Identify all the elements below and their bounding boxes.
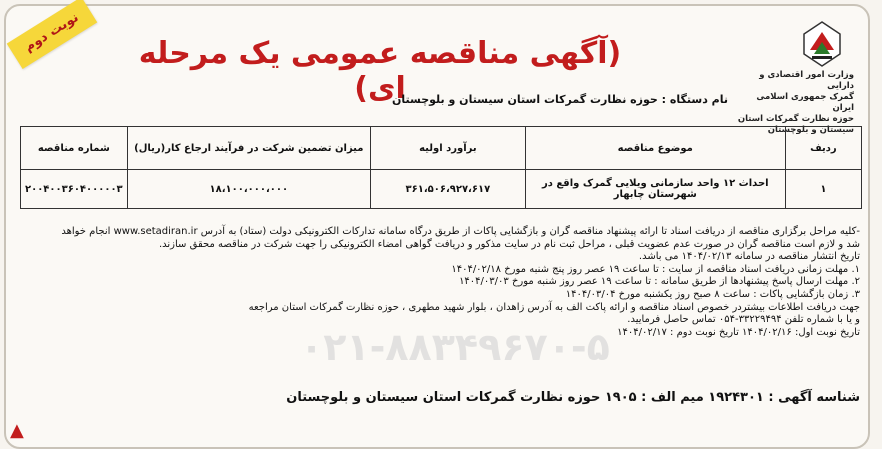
customs-logo-icon — [802, 20, 842, 70]
body-line: شد و لازم است مناقصه گران در صورت عدم عضویت قبلی ، مراحل ثبت نام در سایت مذکور و دریافت گواهی امضاء الکترونیکی را جهت شرکت در مناقصه محقق سازند. — [158, 238, 860, 250]
notice-title: (آگهی مناقصه عمومی یک مرحله ای) — [138, 36, 622, 106]
logo-line-customs: گمرک جمهوری اسلامی ایران — [756, 92, 854, 113]
table-header-row — [21, 127, 862, 170]
body-line: تاریخ انتشار مناقصه در سامانه ۱۴۰۴/۰۲/۱۳ می باشد. — [638, 251, 860, 263]
header-estimate: برآورد اولیه — [370, 127, 525, 170]
header-guarantee: میزان تضمین شرکت در فرآیند ارجاع کار(ریال) — [127, 127, 370, 170]
body-line: ۲. مهلت ارسال پاسخ پیشنهادها از طریق سامانه : تا ساعت ۱۹ عصر روز شنبه مورخ ۱۴۰۴/۰۳/۰۳ — [459, 276, 860, 288]
cell-guarantee: ۱۸،۱۰۰،۰۰۰،۰۰۰ — [127, 170, 370, 209]
cell-estimate: ۳۶۱،۵۰۶،۹۲۷،۶۱۷ — [370, 170, 525, 209]
body-line: تاریخ نوبت اول: ۱۴۰۴/۰۲/۱۶ تاریخ نوبت دوم : ۱۴۰۴/۰۲/۱۷ — [617, 326, 860, 338]
header-tender-number: شماره مناقصه — [21, 127, 128, 170]
agency-line: نام دستگاه : حوزه نظارت گمرکات استان سیستان و بلوچستان — [392, 93, 728, 106]
cell-subject: احداث ۱۲ واحد سازمانی ویلایی گمرک واقع در شهرستان چابهار — [525, 170, 785, 209]
body-line: ۱. مهلت زمانی دریافت اسناد مناقصه از سایت : تا ساعت ۱۹ عصر روز پنج شنبه مورخ ۱۴۰۴/۰۲/۱۸ — [451, 263, 860, 275]
corner-mark-icon: ▲ — [10, 420, 24, 441]
body-line: -کلیه مراحل برگزاری مناقصه از دریافت اسناد تا ارائه پیشنهاد مناقصه گران و بازگشایی پاکات از طریق درگاه سامانه تدارکات الکترونیکی دولت (ستاد) به آدرس www.setadiran.ir انجام خواهد — [61, 226, 860, 237]
second-run-ribbon: نوبت دوم — [7, 0, 98, 69]
logo-line-ministry: وزارت امور اقتصادی و دارایی — [759, 70, 854, 91]
cell-tender-number: ۲۰۰۴۰۰۳۶۰۴۰۰۰۰۰۳ — [21, 170, 128, 209]
body-line: جهت دریافت اطلاعات بیشتردر خصوص اسناد مناقصه و ارائه پاکت الف به آدرس زاهدان ، بلوار شهید مطهری ، حوزه نظارت گمرکات استان مراجعه — [248, 301, 860, 313]
logo-line-office: حوزه نظارت گمرکات استان — [737, 114, 854, 124]
header-subject: موضوع مناقصه — [525, 127, 785, 170]
watermark-phone: ۰۲۱-۸۸۳۴۹۶۷۰-۵ — [300, 325, 610, 369]
logo-line-province: سیستان و بلوچستان — [767, 125, 854, 135]
notice-footer: شناسه آگهی : ۱۹۲۴۳۰۱ میم الف : ۱۹۰۵ حوزه نظارت گمرکات استان سیستان و بلوچستان — [286, 390, 860, 405]
notice-body — [20, 226, 860, 339]
header-row-number: ردیف — [785, 127, 861, 170]
body-line: ۳. زمان بازگشایی پاکات : ساعت ۸ صبح روز یکشنبه مورخ ۱۴۰۴/۰۳/۰۴ — [565, 288, 860, 300]
body-line: و یا با شماره تلفن ۳۳۲۲۹۴۹۴-۰۵۴ تماس حاصل فرمایید. — [627, 314, 860, 326]
cell-row-number: ۱ — [785, 170, 861, 209]
tender-table — [20, 126, 862, 209]
table-row — [21, 170, 862, 209]
